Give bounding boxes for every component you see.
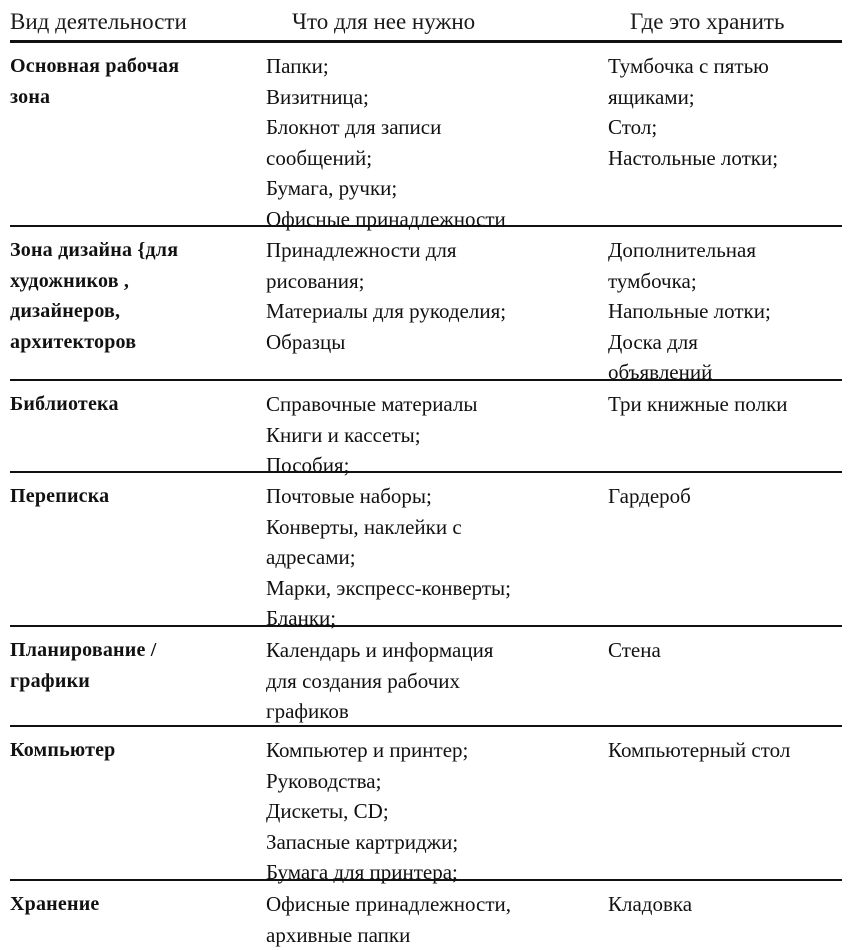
- table-row: [10, 727, 842, 881]
- storage-cell: [606, 43, 842, 225]
- needs-cell: [262, 473, 606, 625]
- table-body: [10, 43, 842, 947]
- cell-line: Библиотека: [10, 389, 262, 420]
- cell-line: Конверты, наклейки с: [266, 512, 606, 543]
- cell-line: Компьютер и принтер;: [266, 735, 606, 766]
- cell-line: Настольные лотки;: [608, 143, 842, 174]
- cell-line: для создания рабочих: [266, 666, 606, 697]
- cell-line: ящиками;: [608, 82, 842, 113]
- cell-line: Блокнот для записи: [266, 112, 606, 143]
- cell-line: Офисные принадлежности: [266, 204, 606, 235]
- cell-line: Офисные принадлежности,: [266, 889, 606, 920]
- activity-cell: [10, 727, 262, 879]
- needs-cell: [262, 381, 606, 471]
- cell-line: Бумага для принтера;: [266, 857, 606, 888]
- storage-cell: [606, 381, 842, 471]
- cell-line: адресами;: [266, 542, 606, 573]
- cell-line: Справочные материалы: [266, 389, 606, 420]
- storage-cell: [606, 881, 842, 947]
- cell-line: архивные папки: [266, 920, 606, 950]
- cell-line: Три книжные полки: [608, 389, 842, 420]
- cell-line: Бумага, ручки;: [266, 173, 606, 204]
- needs-cell: [262, 43, 606, 225]
- cell-line: Образцы: [266, 327, 606, 358]
- cell-line: Зона дизайна {для: [10, 235, 262, 266]
- cell-line: Стол;: [608, 112, 842, 143]
- cell-line: графиков: [266, 696, 606, 727]
- cell-line: Марки, экспресс-конверты;: [266, 573, 606, 604]
- cell-line: Почтовые наборы;: [266, 481, 606, 512]
- cell-line: Кладовка: [608, 889, 842, 920]
- cell-line: Руководства;: [266, 766, 606, 797]
- cell-line: Пособия;: [266, 450, 606, 481]
- cell-line: Дискеты, CD;: [266, 796, 606, 827]
- cell-line: Папки;: [266, 51, 606, 82]
- activity-cell: [10, 881, 262, 947]
- cell-line: Планирование /: [10, 635, 262, 666]
- cell-line: дизайнеров,: [10, 296, 262, 327]
- needs-cell: [262, 727, 606, 879]
- needs-cell: [262, 627, 606, 725]
- cell-line: Напольные лотки;: [608, 296, 842, 327]
- table-row: [10, 227, 842, 381]
- table-row: [10, 881, 842, 947]
- header-activity: Вид деятельности: [10, 9, 262, 35]
- cell-line: Запасные картриджи;: [266, 827, 606, 858]
- table-row: [10, 43, 842, 227]
- cell-line: Визитница;: [266, 82, 606, 113]
- cell-line: Дополнительная: [608, 235, 842, 266]
- activity-cell: [10, 381, 262, 471]
- header-storage: Где это хранить: [602, 9, 842, 35]
- cell-line: архитекторов: [10, 327, 262, 358]
- cell-line: Стена: [608, 635, 842, 666]
- table-row: [10, 473, 842, 627]
- activity-cell: [10, 43, 262, 225]
- needs-cell: [262, 881, 606, 947]
- cell-line: Материалы для рукоделия;: [266, 296, 606, 327]
- storage-cell: [606, 227, 842, 379]
- table-row: [10, 627, 842, 727]
- cell-line: Основная рабочая: [10, 51, 262, 82]
- cell-line: Книги и кассеты;: [266, 420, 606, 451]
- cell-line: Гардероб: [608, 481, 842, 512]
- cell-line: графики: [10, 666, 262, 697]
- cell-line: Календарь и информация: [266, 635, 606, 666]
- cell-line: тумбочка;: [608, 266, 842, 297]
- cell-line: Компьютерный стол: [608, 735, 842, 766]
- table-row: [10, 381, 842, 473]
- cell-line: сообщений;: [266, 143, 606, 174]
- storage-cell: [606, 727, 842, 879]
- cell-line: зона: [10, 82, 262, 113]
- cell-line: Тумбочка с пятью: [608, 51, 842, 82]
- cell-line: рисования;: [266, 266, 606, 297]
- cell-line: Бланки;: [266, 603, 606, 634]
- cell-line: Переписка: [10, 481, 262, 512]
- cell-line: Доска для: [608, 327, 842, 358]
- cell-line: Хранение: [10, 889, 262, 920]
- activity-cell: [10, 473, 262, 625]
- cell-line: объявлений: [608, 357, 842, 388]
- activity-cell: [10, 227, 262, 379]
- organization-table: [10, 4, 842, 947]
- cell-line: Принадлежности для: [266, 235, 606, 266]
- storage-cell: [606, 627, 842, 725]
- cell-line: художников ,: [10, 266, 262, 297]
- cell-line: Компьютер: [10, 735, 262, 766]
- needs-cell: [262, 227, 606, 379]
- header-needs: Что для нее нужно: [262, 9, 602, 35]
- table-header: [10, 4, 842, 43]
- activity-cell: [10, 627, 262, 725]
- storage-cell: [606, 473, 842, 625]
